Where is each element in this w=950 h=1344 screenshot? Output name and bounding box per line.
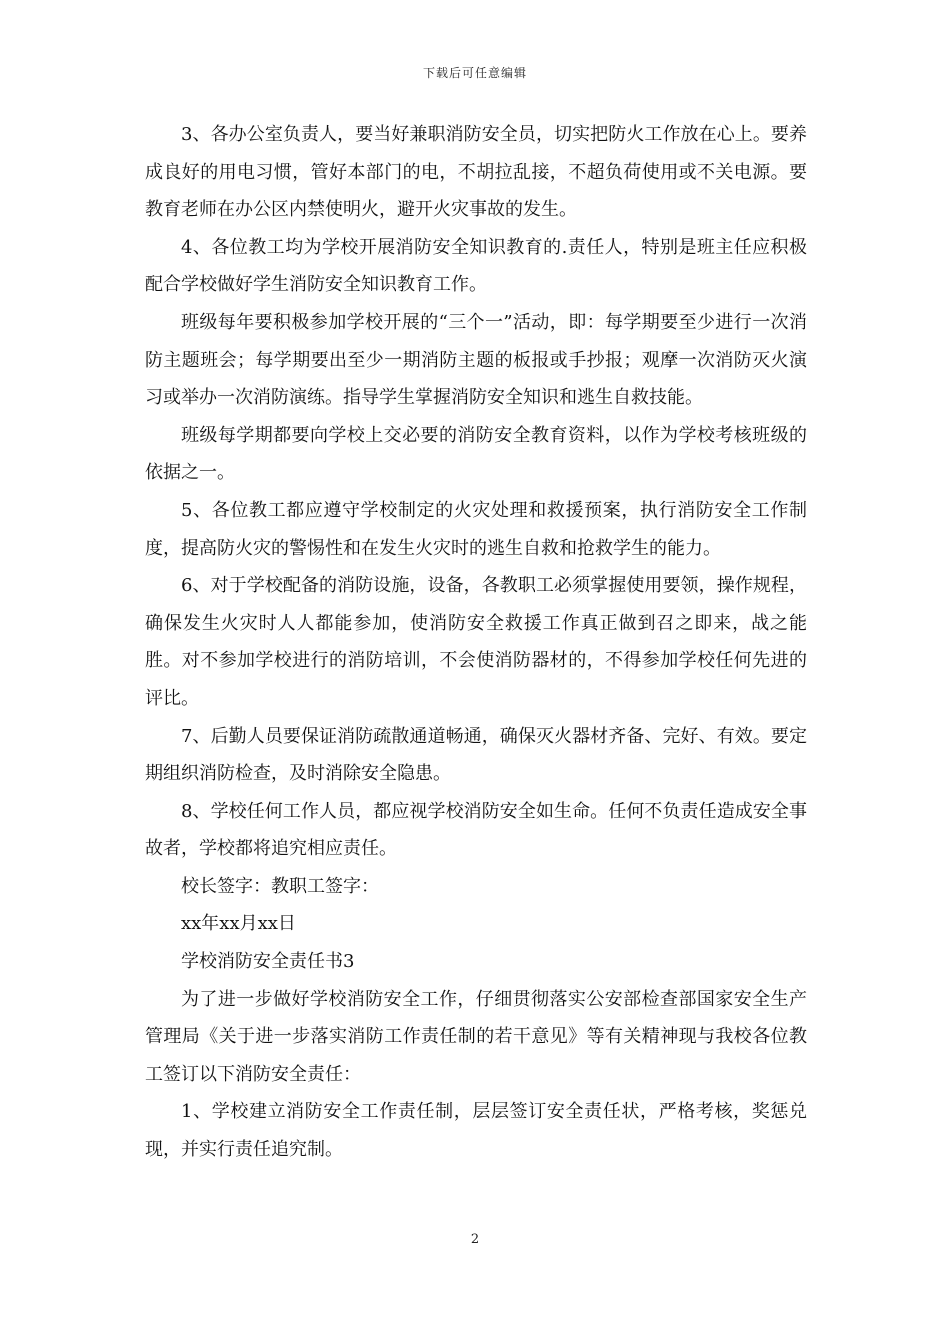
signature-line: 校长签字：教职工签字： <box>181 875 379 897</box>
paragraph-item-1: 1、学校建立消防安全工作责任制，层层签订安全责任状，严格考核，奖惩兑现，并实行责任追究制。 <box>145 1101 807 1161</box>
paragraph-item-4: 4、各位教工均为学校开展消防安全知识教育的.责任人，特别是班主任应积极配合学校做好学生消防安全知识教育工作。 <box>145 236 807 296</box>
page-number: 2 <box>470 1232 480 1247</box>
paragraph-three-ones-activity: 班级每年要积极参加学校开展的“三个一”活动，即：每学期要至少进行一次消防主题班会；每学期要出至少一期消防主题的板报或手抄报；观摩一次消防灭火演习或举办一次消防演练。指导学生掌握消防安全知识和逃生自救技能。 <box>145 311 807 409</box>
paragraph-item-6: 6、对于学校配备的消防设施，设备，各教职工必须掌握使用要领，操作规程，确保发生火灾时人人都能参加，使消防安全救援工作真正做到召之即来，战之能胜。对不参加学校进行的消防培训，不会使消防器材的，不得参加学校任何先进的评比。 <box>145 575 807 709</box>
paragraph-item-3: 3、各办公室负责人，要当好兼职消防安全员，切实把防火工作放在心上。要养成良好的用电习惯，管好本部门的电，不胡拉乱接，不超负荷使用或不关电源。要教育老师在办公区内禁使明火，避开火灾事故的发生。 <box>145 124 807 221</box>
date-line: xx年xx月xx日 <box>181 913 296 935</box>
paragraph-intro: 为了进一步做好学校消防安全工作，仔细贯彻落实公安部检查部国家安全生产管理局《关于进一步落实消防工作责任制的若干意见》等有关精神现与我校各位教工签订以下消防安全责任： <box>145 988 807 1085</box>
paragraph-item-7: 7、后勤人员要保证消防疏散通道畅通，确保灭火器材齐备、完好、有效。要定期组织消防检查，及时消除安全隐患。 <box>145 725 807 785</box>
paragraph-class-materials: 班级每学期都要向学校上交必要的消防安全教育资料，以作为学校考核班级的依据之一。 <box>145 424 807 484</box>
paragraph-item-5: 5、各位教工都应遵守学校制定的火灾处理和救援预案，执行消防安全工作制度，提高防火灾的警惕性和在发生火灾时的逃生自救和抢救学生的能力。 <box>145 499 807 559</box>
paragraph-item-8: 8、学校任何工作人员，都应视学校消防安全如生命。任何不负责任造成安全事故者，学校都将追究相应责任。 <box>145 800 807 860</box>
page-header: 下载后可任意编辑 <box>422 66 527 80</box>
section-title: 学校消防安全责任书3 <box>181 951 355 973</box>
document-body <box>145 116 807 1169</box>
